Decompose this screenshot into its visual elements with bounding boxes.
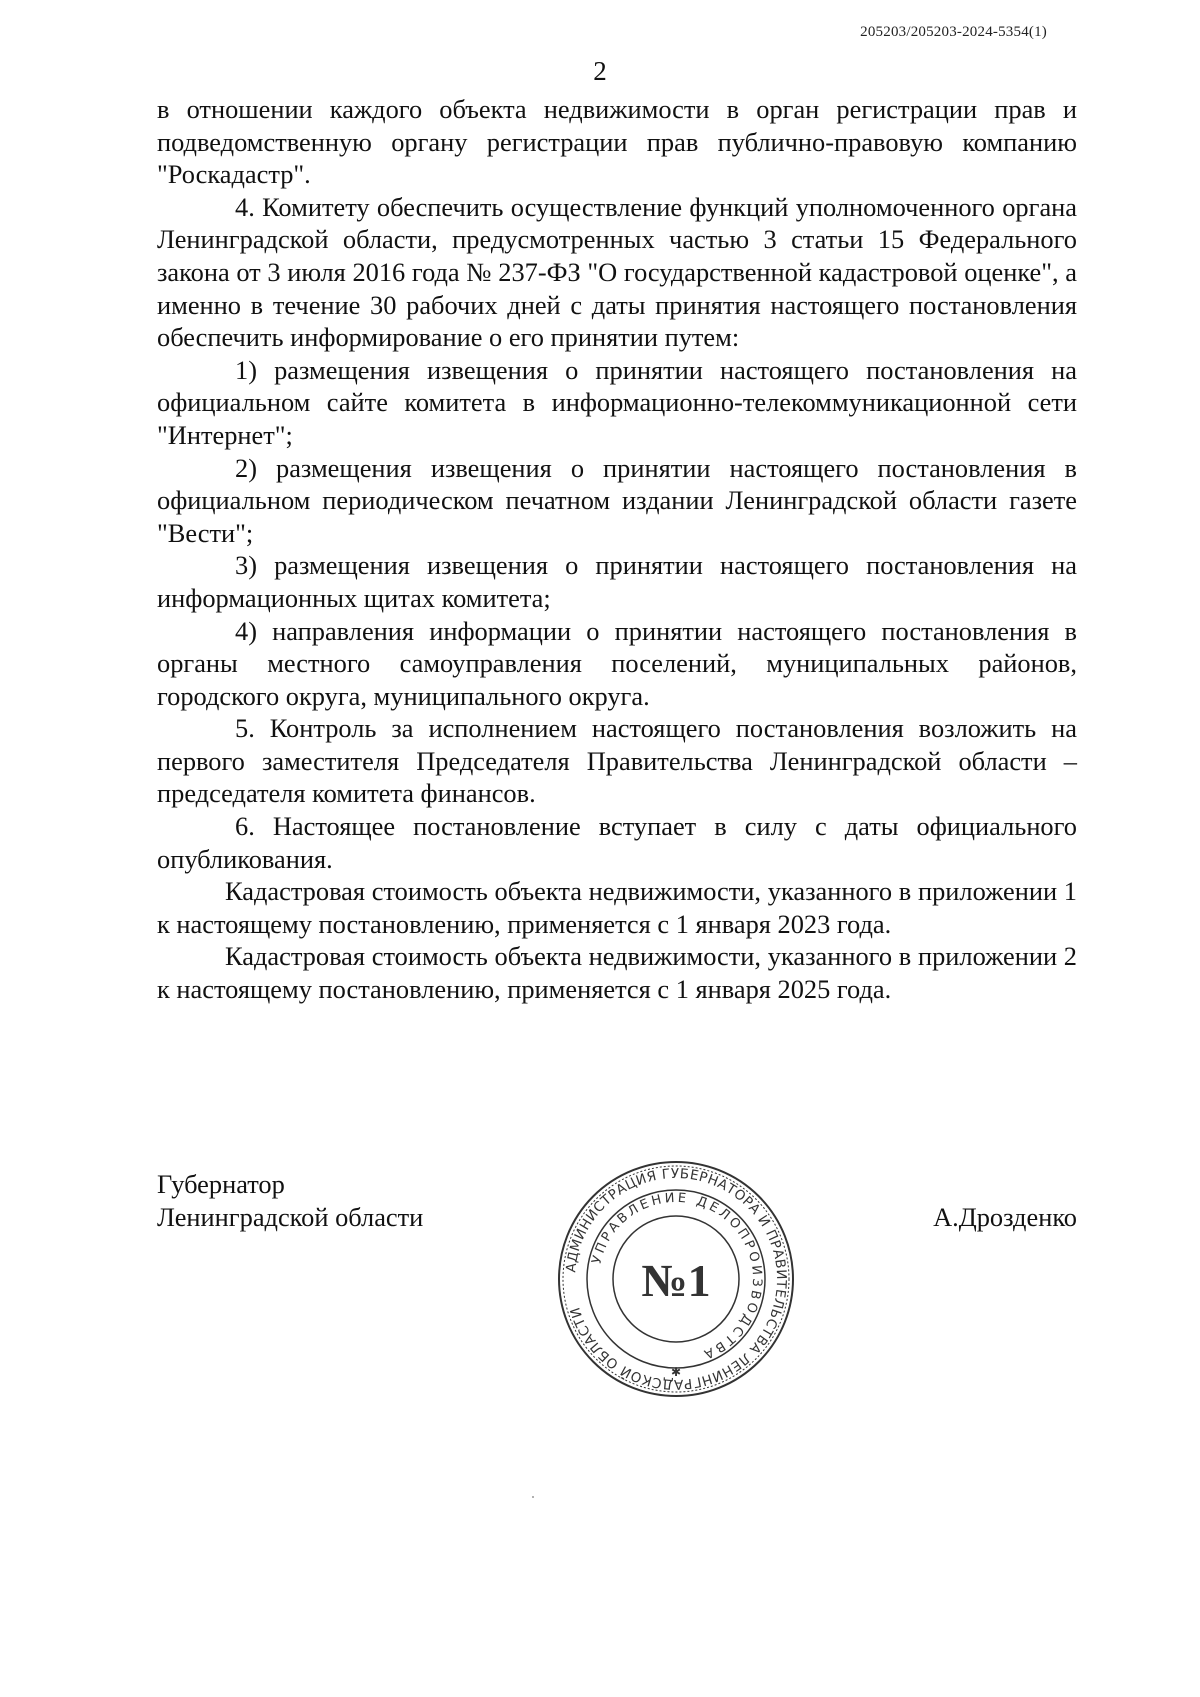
seal-inner-text: УПРАВЛЕНИЕ ДЕЛОПРОИЗВОДСТВА [589,1190,765,1363]
signatory-title-line-1: Губернатор [157,1169,285,1199]
paragraph-item-5: 5. Контроль за исполнением настоящего постановления возложить на первого заместителя Председателя Правительства Ленинградской области – председателя комитета финансов. [157,713,1077,809]
document-body [157,93,1077,1006]
seal-outer-text: АДМИНИСТРАЦИЯ ГУБЕРНАТОРА И ПРАВИТЕЛЬСТВА ЛЕНИНГРАДСКОЙ ОБЛАСТИ [563,1165,790,1393]
signatory-title-line-2: Ленинградской области [157,1201,424,1232]
paragraph-item-4: 4. Комитету обеспечить осуществление функций уполномоченного органа Ленинградской области, предусмотренных частью 3 статьи 15 Федерального закона от 3 июля 2016 года № 237-ФЗ "О государственной кадастровой оценке", а именно в течение 30 рабочих дней с даты принятия настоящего постановления обеспечить информирование о его принятии путем: [157,191,1077,353]
paragraph-subitem-4: 4) направления информации о принятии настоящего постановления в органы местного самоуправления поселений, муниципальных районов, городского округа, муниципального округа. [157,615,1077,711]
paragraph-continuation: в отношении каждого объекта недвижимости в орган регистрации прав и подведомственную органу регистрации прав публично-правовую компанию "Роскадастр". [157,94,1077,190]
paragraph-item-6: 6. Настоящее постановление вступает в силу с даты официального опубликования. [157,811,1077,874]
paragraph-cadastral-1: Кадастровая стоимость объекта недвижимости, указанного в приложении 1 к настоящему постановлению, применяется с 1 января 2023 года. [157,876,1077,939]
paragraph-cadastral-2: Кадастровая стоимость объекта недвижимости, указанного в приложении 2 к настоящему постановлению, применяется с 1 января 2025 года. [157,941,1077,1005]
paragraph-subitem-3: 3) размещения извещения о принятии настоящего постановления на информационных щитах комитета; [157,550,1077,613]
signatory-name: А.Дрозденко [933,1202,1077,1232]
scan-speck [532,1496,534,1498]
page-number: 2 [593,56,607,86]
seal-star-icon: ✱ [670,1365,682,1379]
seal-graphic [555,1158,797,1400]
official-seal [555,1158,797,1400]
signatory-title [157,1168,423,1233]
seal-center-number: №1 [641,1255,711,1306]
document-id: 205203/205203-2024-5354(1) [860,24,1047,40]
paragraph-subitem-1: 1) размещения извещения о принятии настоящего постановления на официальном сайте комитета в информационно-телекоммуникационной сети "Интернет"; [157,354,1077,450]
paragraph-subitem-2: 2) размещения извещения о принятии настоящего постановления в официальном периодическом печатном издании Ленинградской области газете "Вести"; [157,452,1077,548]
